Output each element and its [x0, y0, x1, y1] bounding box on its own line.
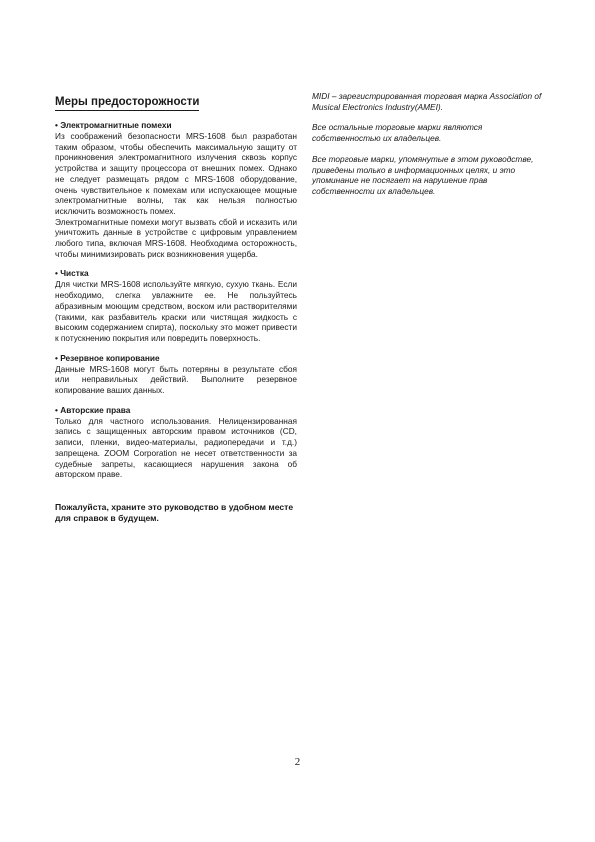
paragraph: Данные MRS-1608 могут быть потеряны в результате сбоя или неправильных действий. Выполните резервное копирование ваших данных.	[55, 363, 297, 396]
section-emi	[55, 120, 297, 259]
page-heading: Меры предосторожности	[55, 96, 199, 111]
paragraph: Только для частного использования. Нелицензированная запись с защищенных авторским правом источников (CD, записи, пленки, видео-материалы, радиопередачи и т.д.) запрещена. ZOOM Corporation не несет ответственности за судебные запреты, касающиеся нарушения закона об авторском праве.	[55, 415, 297, 480]
trademark-note: Все остальные торговые марки являются собственностью их владельцев.	[312, 122, 483, 144]
trademark-note: Все торговые марки, упомянутые в этом руководстве, приведены только в информационных целях, и это упоминание не посягает на нарушение прав собственности их владельцев.	[312, 153, 534, 196]
trademark-note: MIDI – зарегистрированная торговая марка Association of Musical Electronics Industry(AMEI).	[312, 91, 542, 112]
section-title: • Чистка	[55, 268, 89, 279]
section-copyright	[55, 405, 297, 480]
section-cleaning	[55, 268, 297, 343]
section-title: • Резервное копирование	[55, 352, 160, 363]
section-title: • Электромагнитные помехи	[55, 120, 172, 130]
paragraph: Из соображений безопасности MRS-1608 был разработан таким образом, чтобы обеспечить максимальную защиту от проникновения электромагнитного излучения сквозь корпус устройства и защиту процессора от внешних помех. Однако не следует размещать рядом с MRS-1608 оборудование, очень чувствительное к помехам или испускающее мощные электромагнитные волны, так как нельзя полностью исключить возможность помех.	[55, 131, 297, 216]
section-backup	[55, 353, 297, 396]
left-column	[55, 92, 297, 524]
paragraph: Электромагнитные помехи могут вызвать сбой и исказить или уничтожить данные в устройстве с цифровым управлением любого типа, включая MRS-1608. Необходима осторожность, чтобы минимизировать риск возникновения ущерба.	[55, 216, 297, 259]
paragraph: Для чистки MRS-1608 используйте мягкую, сухую ткань. Если необходимо, слегка увлажните ее. Не пользуйтесь абразивным моющим средством, воском или растворителями (такими, как разбавитель краски или чистящая жидкость с высоким содержанием спирта), поскольку это может привести к потускнению покрытия или повредить поверхность.	[55, 279, 297, 343]
section-title: • Авторские права	[55, 404, 131, 415]
page-number: 2	[294, 756, 301, 768]
closing-note: Пожалуйста, храните это руководство в удобном месте для справок в будущем.	[55, 501, 294, 523]
right-column	[312, 91, 552, 207]
